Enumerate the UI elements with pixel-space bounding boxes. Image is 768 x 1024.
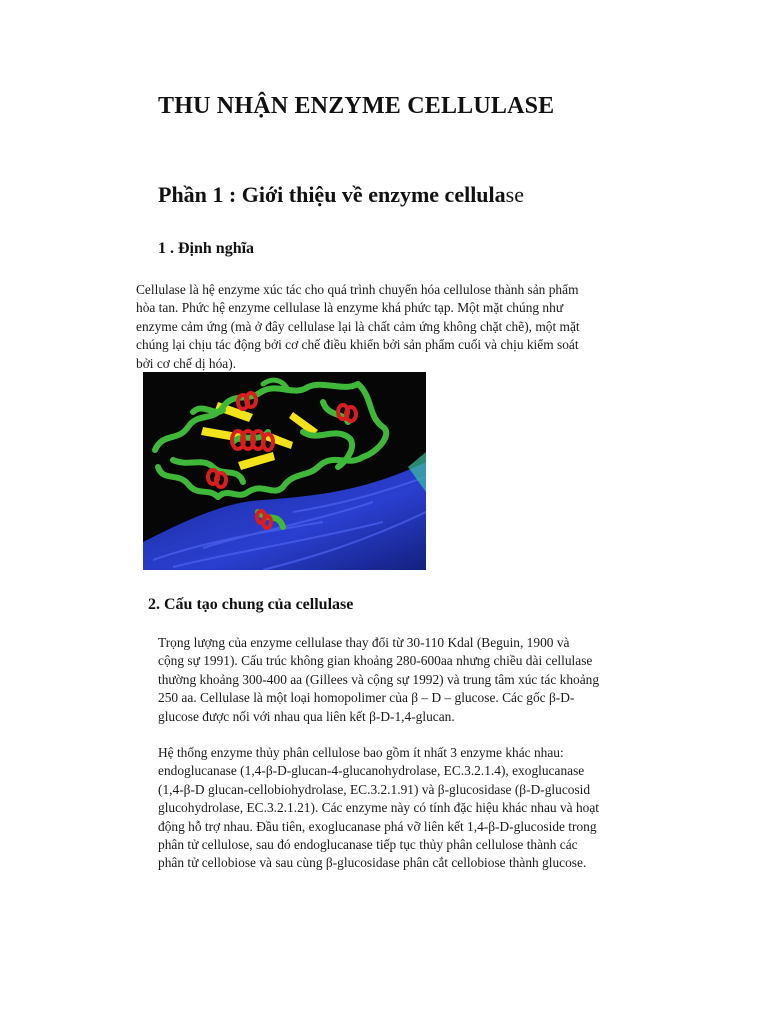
paragraph-line: Hệ thống enzyme thủy phân cellulose bao gồm ít nhất 3 enzyme khác nhau: [158, 745, 564, 760]
paragraph-line: phân tử cellobiose và sau cùng β-glucosidase phân cắt cellobiose thành glucose. [158, 855, 587, 871]
document-title: THU NHẬN ENZYME CELLULASE [158, 93, 555, 119]
paragraph-line: glucohydrolase, EC.3.2.1.21). Các enzyme này có tính đặc hiệu khác nhau và hoạt [158, 800, 600, 816]
paragraph-line: endoglucanase (1,4-β-D-glucan-4-glucanohydrolase, EC.3.2.1.4), exoglucanase [158, 763, 585, 779]
paragraph-line: bởi cơ chế dị hóa). [136, 355, 237, 371]
paragraph-line: Cellulase là hệ enzyme xúc tác cho quá trình chuyển hóa cellulose thành sản phẩm [136, 282, 579, 297]
section-1-heading: 1 . Định nghĩa [158, 240, 255, 257]
paragraph-line: 250 aa. Cellulase là một loại homopolimer của β – D – glucose. Các gốc β-D- [158, 690, 575, 706]
paragraph-line: hòa tan. Phức hệ enzyme cellulase là enzyme khá phức tạp. Một mặt chúng như [136, 300, 564, 316]
paragraph-line: enzyme cảm ứng (mà ở đây cellulase lại là chất cảm ứng không chặt chẽ), một mặt [136, 318, 580, 334]
section-2-paragraph-2 [158, 744, 599, 873]
part-heading-main: Phần 1 : Giới thiệu về enzyme cellula [158, 182, 506, 207]
section-2-heading: 2. Cấu tạo chung của cellulase [148, 596, 354, 613]
protein-structure-image [143, 372, 426, 570]
paragraph-line: glucose được nối với nhau qua liên kết β-D-1,4-glucan. [158, 708, 455, 724]
section-2-paragraph-1 [158, 634, 599, 726]
paragraph-line: Trọng lượng của enzyme cellulase thay đổi từ 30-110 Kdal (Beguin, 1900 và [158, 635, 570, 650]
paragraph-line: thường khoảng 300-400 aa (Gillees và cộng sự 1992) và trung tâm xúc tác khoảng [158, 671, 600, 687]
part-heading [158, 182, 524, 208]
paragraph-line: chúng lại chịu tác động bởi cơ chế điều khiển bởi sản phẩm cuối và chịu kiểm soát [136, 337, 579, 353]
paragraph-line: cộng sự 1991). Cấu trúc không gian khoảng 280-600aa nhưng chiều dài cellulase [158, 653, 593, 669]
paragraph-line: động hỗ trợ nhau. Đầu tiên, exoglucanase phá vỡ liên kết 1,4-β-D-glucoside trong [158, 818, 597, 834]
paragraph-line: phân tử cellulose, sau đó endoglucanase tiếp tục thủy phân cellulose thành các [158, 837, 578, 853]
protein-structure-illustration [143, 372, 426, 570]
paragraph-line: (1,4-β-D glucan-cellobiohydrolase, EC.3.2.1.91) và β-glucosidase (β-D-glucosid [158, 781, 591, 797]
part-heading-tail: se [505, 182, 524, 207]
section-1-paragraph [136, 281, 580, 373]
